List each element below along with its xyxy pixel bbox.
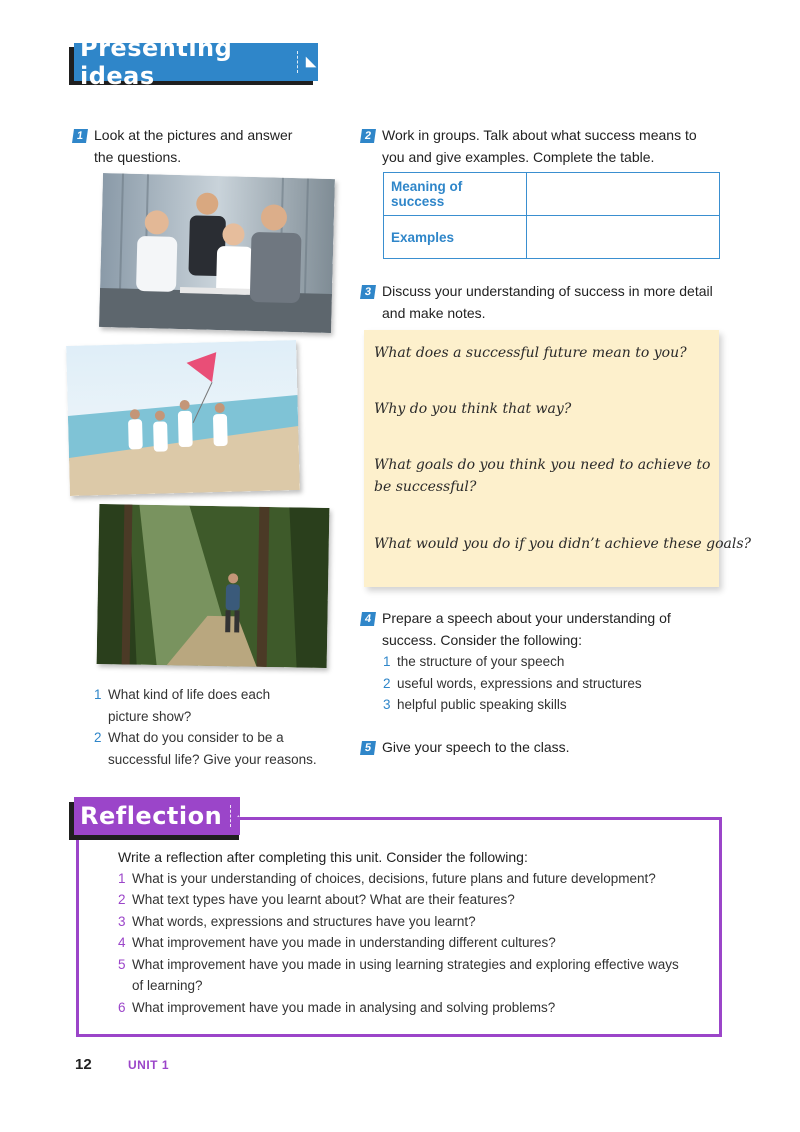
reflection-item — [118, 932, 556, 954]
reflection-text: What improvement have you made in using learning strategies and exploring effective ways — [132, 957, 679, 972]
success-table — [383, 172, 720, 259]
reflection-item — [118, 997, 555, 1019]
question-text: What kind of life does each — [108, 687, 271, 702]
note-question-3-line2: be successful? — [374, 479, 477, 495]
task1-instruction — [94, 125, 344, 168]
task-number-1: 1 — [72, 129, 88, 143]
table-label-examples: Examples — [384, 216, 527, 259]
forest-hiker-photo — [97, 504, 330, 668]
reflection-item — [118, 889, 515, 911]
table-cell-meaning-input[interactable] — [527, 173, 720, 216]
task-number-4: 4 — [360, 612, 376, 626]
table-label-meaning: Meaning of success — [384, 173, 527, 216]
reflection-item — [118, 954, 679, 976]
reflection-item — [118, 911, 476, 933]
note-question-2: Why do you think that way? — [374, 401, 572, 417]
task1-question-1-cont — [94, 706, 344, 728]
list-item — [383, 673, 723, 695]
task4-list — [383, 651, 723, 716]
task1-questions — [94, 684, 344, 770]
list-number: 3 — [383, 697, 391, 712]
question-text: successful life? Give your reasons. — [108, 751, 317, 767]
reflection-number: 3 — [118, 914, 126, 929]
task3-line2: and make notes. — [382, 304, 486, 321]
task4-line1: Prepare a speech about your understanding of — [382, 610, 671, 626]
presenting-banner — [74, 34, 318, 90]
question-text: What do you consider to be a — [108, 730, 284, 745]
task4-line2: success. Consider the following: — [382, 631, 582, 648]
reflection-number: 5 — [118, 957, 126, 972]
task-number-2: 2 — [360, 129, 376, 143]
list-number: 2 — [383, 675, 391, 691]
task4-instruction — [382, 608, 732, 651]
reflection-number: 2 — [118, 892, 126, 907]
list-text: the structure of your speech — [397, 654, 565, 669]
task2-instruction — [382, 125, 732, 168]
beach-family-kite-photo — [66, 340, 300, 496]
corner-arrow-icon — [304, 54, 318, 70]
task1-question-2-cont — [94, 749, 344, 771]
reflection-number: 4 — [118, 935, 126, 950]
reflection-text: What improvement have you made in analysing and solving problems? — [132, 1000, 556, 1015]
note-question-4: What would you do if you didn’t achieve these goals? — [374, 536, 752, 552]
table-row — [384, 173, 720, 216]
reflection-item — [118, 868, 656, 890]
question-number: 1 — [94, 687, 102, 702]
task3-line1: Discuss your understanding of success in more detail — [382, 283, 713, 299]
task1-line2: the questions. — [94, 148, 182, 165]
reflection-intro: Write a reflection after completing this unit. Consider the following: — [118, 849, 528, 865]
task3-instruction — [382, 281, 732, 324]
triangle-up-icon — [237, 810, 240, 822]
question-number: 2 — [94, 730, 102, 745]
task1-question-1 — [94, 684, 344, 706]
task1-line1: Look at the pictures and answer — [94, 127, 293, 143]
page-number: 12 — [75, 1056, 92, 1073]
reflection-text: What text types have you learnt about? What are their features? — [132, 892, 515, 907]
business-handshake-photo — [99, 173, 335, 333]
list-text: useful words, expressions and structures — [397, 675, 642, 691]
banner-separator — [297, 51, 298, 73]
table-row — [384, 216, 720, 259]
reflection-text: What words, expressions and structures have you learnt? — [132, 914, 476, 929]
list-item — [383, 694, 723, 716]
list-number: 1 — [383, 654, 391, 669]
presenting-title: Presenting ideas — [80, 34, 233, 90]
note-question-3 — [374, 454, 710, 498]
list-item — [383, 651, 723, 673]
task2-line2: you and give examples. Complete the table. — [382, 148, 655, 165]
reflection-number: 6 — [118, 1000, 126, 1015]
question-text: picture show? — [108, 708, 192, 724]
task2-line1: Work in groups. Talk about what success means to — [382, 127, 697, 143]
reflection-text: What is your understanding of choices, decisions, future plans and future development? — [132, 871, 656, 886]
reflection-item-cont: of learning? — [132, 978, 203, 993]
task-number-5: 5 — [360, 741, 376, 755]
task1-question-2 — [94, 727, 344, 749]
reflection-number: 1 — [118, 871, 126, 886]
reflection-banner — [74, 797, 240, 835]
reflection-title: Reflection — [80, 802, 223, 830]
note-question-1: What does a successful future mean to you? — [374, 345, 687, 361]
unit-label: UNIT 1 — [128, 1058, 170, 1072]
reflection-text: What improvement have you made in understanding different cultures? — [132, 935, 556, 950]
table-cell-examples-input[interactable] — [527, 216, 720, 259]
list-text: helpful public speaking skills — [397, 697, 567, 712]
task-number-3: 3 — [360, 285, 376, 299]
note-question-3-line1: What goals do you think you need to achieve to — [374, 457, 711, 473]
banner-separator — [230, 805, 231, 827]
task5-instruction: Give your speech to the class. — [382, 739, 570, 755]
